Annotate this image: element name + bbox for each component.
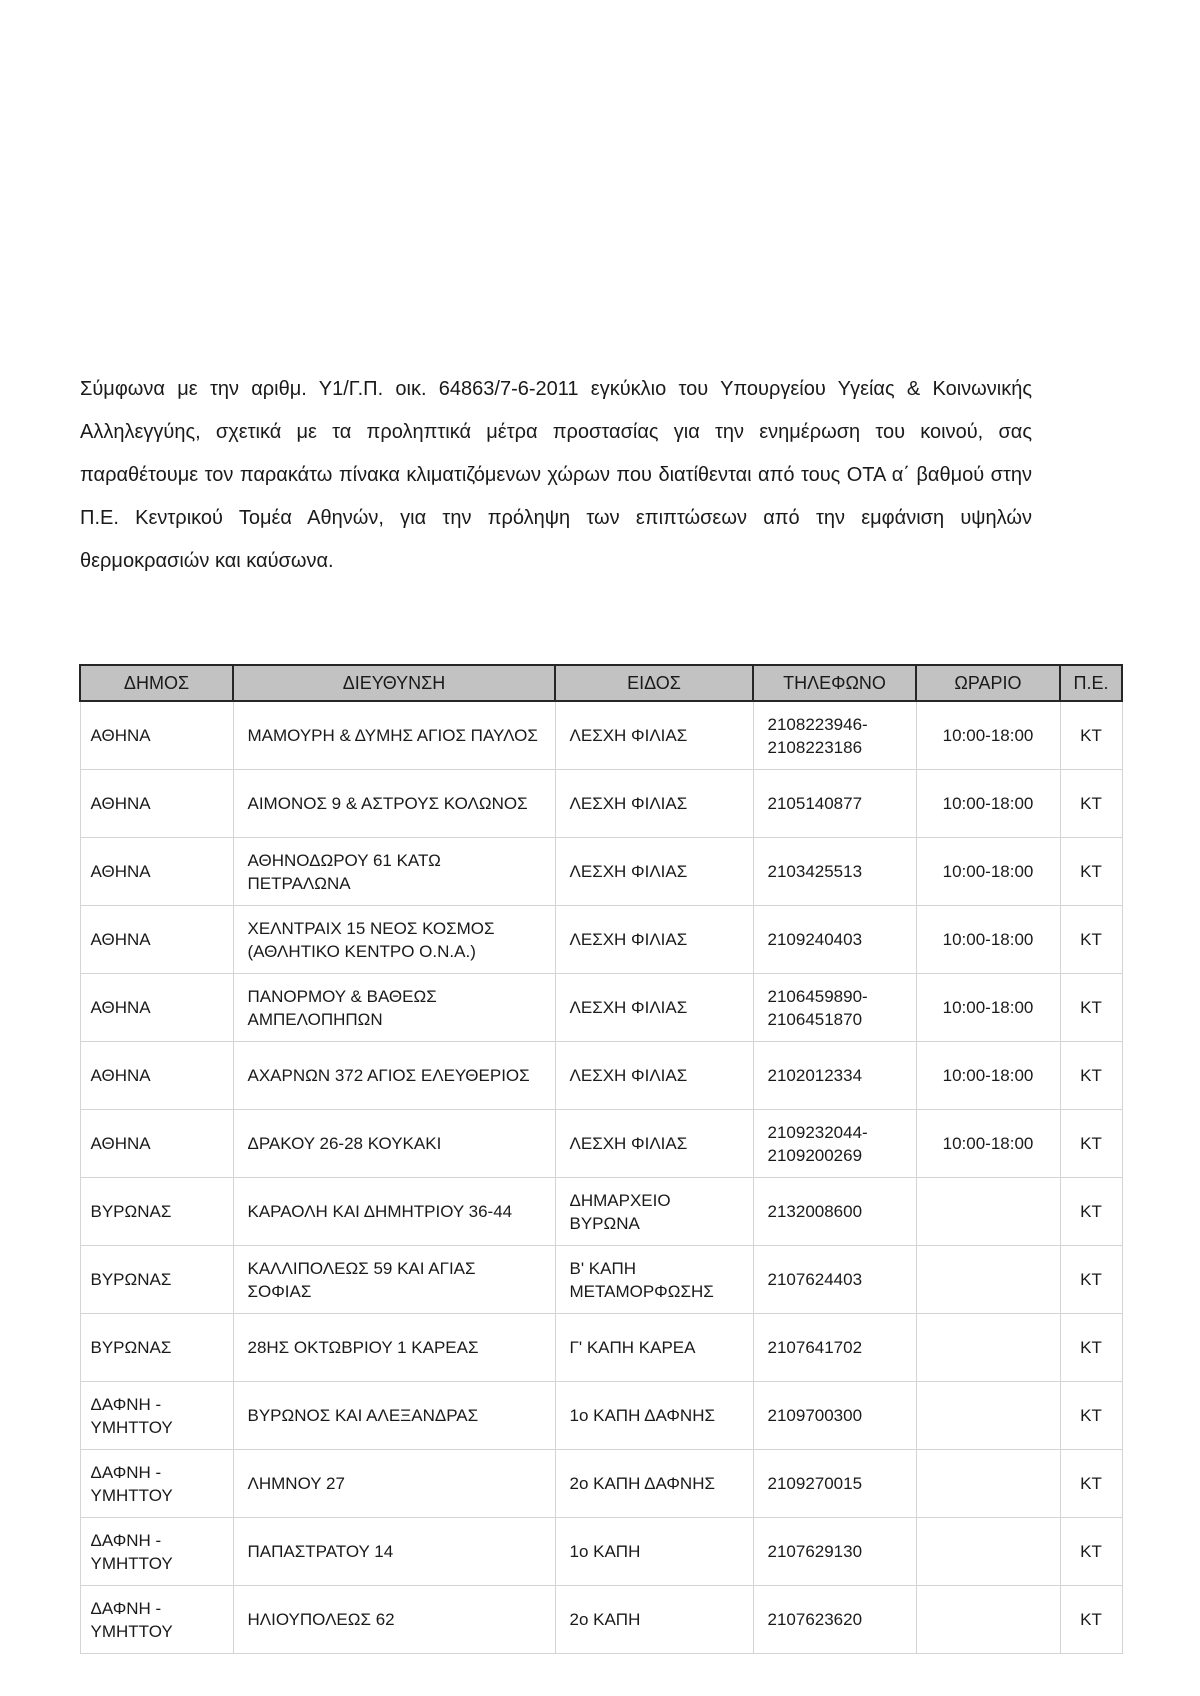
cell-hours: 10:00-18:00 (916, 1110, 1060, 1178)
table-row (80, 1246, 1122, 1314)
col-header-phone: ΤΗΛΕΦΩΝΟ (753, 665, 916, 701)
cell-phone: 2102012334 (753, 1042, 916, 1110)
cell-type: 2ο ΚΑΠΗ ΔΑΦΝΗΣ (555, 1450, 753, 1518)
table-header-row (80, 665, 1122, 701)
cell-address: ΗΛΙΟΥΠΟΛΕΩΣ 62 (233, 1586, 555, 1654)
cell-municipality: ΑΘΗΝΑ (80, 701, 233, 770)
cell-municipality: ΔΑΦΝΗ - ΥΜΗΤΤΟΥ (80, 1450, 233, 1518)
cell-type: ΛΕΣΧΗ ΦΙΛΙΑΣ (555, 838, 753, 906)
table-row (80, 838, 1122, 906)
cell-type: ΛΕΣΧΗ ΦΙΛΙΑΣ (555, 906, 753, 974)
cell-phone: 2106459890-2106451870 (753, 974, 916, 1042)
cell-phone: 2107624403 (753, 1246, 916, 1314)
cell-hours: 10:00-18:00 (916, 906, 1060, 974)
cell-phone: 2132008600 (753, 1178, 916, 1246)
col-header-municipality: ΔΗΜΟΣ (80, 665, 233, 701)
cell-address: ΑΘΗΝΟΔΩΡΟΥ 61 ΚΑΤΩ ΠΕΤΡΑΛΩΝΑ (233, 838, 555, 906)
cell-hours: 10:00-18:00 (916, 974, 1060, 1042)
cell-address: ΑΧΑΡΝΩΝ 372 ΑΓΙΟΣ ΕΛΕΥΘΕΡΙΟΣ (233, 1042, 555, 1110)
cell-type: ΛΕΣΧΗ ΦΙΛΙΑΣ (555, 974, 753, 1042)
cell-phone: 2105140877 (753, 770, 916, 838)
table-row (80, 1042, 1122, 1110)
cell-phone: 2109232044-2109200269 (753, 1110, 916, 1178)
col-header-pe: Π.Ε. (1060, 665, 1122, 701)
cell-phone: 2109700300 (753, 1382, 916, 1450)
cell-pe: ΚΤ (1060, 906, 1122, 974)
cell-hours (916, 1586, 1060, 1654)
cell-municipality: ΒΥΡΩΝΑΣ (80, 1178, 233, 1246)
cell-address: ΧΕΛΝΤΡΑΙΧ 15 ΝΕΟΣ ΚΟΣΜΟΣ (ΑΘΛΗΤΙΚΟ ΚΕΝΤΡΟ Ο.Ν.Α.) (233, 906, 555, 974)
cell-pe: ΚΤ (1060, 1178, 1122, 1246)
cell-hours: 10:00-18:00 (916, 838, 1060, 906)
cell-type: Γ' ΚΑΠΗ ΚΑΡΕΑ (555, 1314, 753, 1382)
cell-address: 28ΗΣ ΟΚΤΩΒΡΙΟΥ 1 ΚΑΡΕΑΣ (233, 1314, 555, 1382)
cell-pe: ΚΤ (1060, 1586, 1122, 1654)
cell-address: ΑΙΜΟΝΟΣ 9 & ΑΣΤΡΟΥΣ ΚΟΛΩΝΟΣ (233, 770, 555, 838)
cell-hours: 10:00-18:00 (916, 701, 1060, 770)
table-row (80, 770, 1122, 838)
cell-address: ΚΑΡΑΟΛΗ ΚΑΙ ΔΗΜΗΤΡΙΟΥ 36-44 (233, 1178, 555, 1246)
col-header-type: ΕΙΔΟΣ (555, 665, 753, 701)
cell-pe: ΚΤ (1060, 1110, 1122, 1178)
cell-municipality: ΑΘΗΝΑ (80, 838, 233, 906)
cell-hours: 10:00-18:00 (916, 770, 1060, 838)
table-row (80, 1586, 1122, 1654)
cell-pe: ΚΤ (1060, 838, 1122, 906)
cell-municipality: ΑΘΗΝΑ (80, 770, 233, 838)
cell-type: Β' ΚΑΠΗ ΜΕΤΑΜΟΡΦΩΣΗΣ (555, 1246, 753, 1314)
cell-pe: ΚΤ (1060, 770, 1122, 838)
cell-pe: ΚΤ (1060, 1382, 1122, 1450)
table-row (80, 1450, 1122, 1518)
cell-type: 1ο ΚΑΠΗ ΔΑΦΝΗΣ (555, 1382, 753, 1450)
intro-paragraph: Σύμφωνα με την αριθμ. Υ1/Γ.Π. οικ. 64863/7-6-2011 εγκύκλιο του Υπουργείου Υγείας & Κοινωνικής Αλληλεγγύης, σχετικά με τα προληπτικά μέτρα προστασίας για την ενημέρωση του κοινού, σας παραθέτουμε τον παρακάτω πίνακα κλιματιζόμενων χώρων που διατίθενται από τους ΟΤΑ α΄ βαθμού στην Π.Ε. Κεντρικού Τομέα Αθηνών, για την πρόληψη των επιπτώσεων από την εμφάνιση υψηλών θερμοκρασιών και καύσωνα. (80, 378, 1032, 572)
cell-address: ΜΑΜΟΥΡΗ & ΔΥΜΗΣ ΑΓΙΟΣ ΠΑΥΛΟΣ (233, 701, 555, 770)
cell-municipality: ΔΑΦΝΗ - ΥΜΗΤΤΟΥ (80, 1382, 233, 1450)
cell-phone: 2108223946-2108223186 (753, 701, 916, 770)
table-row (80, 1382, 1122, 1450)
cell-hours (916, 1314, 1060, 1382)
cell-municipality: ΔΑΦΝΗ - ΥΜΗΤΤΟΥ (80, 1518, 233, 1586)
cell-hours (916, 1382, 1060, 1450)
cell-type: ΛΕΣΧΗ ΦΙΛΙΑΣ (555, 701, 753, 770)
cell-pe: ΚΤ (1060, 1518, 1122, 1586)
cell-municipality: ΑΘΗΝΑ (80, 906, 233, 974)
cell-hours: 10:00-18:00 (916, 1042, 1060, 1110)
cell-pe: ΚΤ (1060, 701, 1122, 770)
table-row (80, 906, 1122, 974)
cell-hours (916, 1246, 1060, 1314)
cell-phone: 2107641702 (753, 1314, 916, 1382)
cell-municipality: ΑΘΗΝΑ (80, 1042, 233, 1110)
table-row (80, 1314, 1122, 1382)
table-row (80, 701, 1122, 770)
cell-hours (916, 1518, 1060, 1586)
cell-pe: ΚΤ (1060, 1314, 1122, 1382)
cooling-spaces-table (79, 664, 1123, 1654)
cell-hours (916, 1178, 1060, 1246)
cell-phone: 2109270015 (753, 1450, 916, 1518)
table-row (80, 974, 1122, 1042)
col-header-hours: ΩΡΑΡΙΟ (916, 665, 1060, 701)
cell-municipality: ΑΘΗΝΑ (80, 1110, 233, 1178)
cell-type: 2ο ΚΑΠΗ (555, 1586, 753, 1654)
cell-type: ΛΕΣΧΗ ΦΙΛΙΑΣ (555, 1042, 753, 1110)
table-row (80, 1178, 1122, 1246)
cell-municipality: ΑΘΗΝΑ (80, 974, 233, 1042)
cell-address: ΠΑΠΑΣΤΡΑΤΟΥ 14 (233, 1518, 555, 1586)
cell-phone: 2103425513 (753, 838, 916, 906)
table-row (80, 1518, 1122, 1586)
col-header-address: ΔΙΕΥΘΥΝΣΗ (233, 665, 555, 701)
cell-pe: ΚΤ (1060, 1450, 1122, 1518)
cell-pe: ΚΤ (1060, 1042, 1122, 1110)
cell-phone: 2107629130 (753, 1518, 916, 1586)
cell-address: ΛΗΜΝΟΥ 27 (233, 1450, 555, 1518)
table-body (80, 701, 1122, 1654)
cell-type: ΛΕΣΧΗ ΦΙΛΙΑΣ (555, 770, 753, 838)
cell-address: ΠΑΝΟΡΜΟΥ & ΒΑΘΕΩΣ ΑΜΠΕΛΟΠΗΠΩΝ (233, 974, 555, 1042)
cell-type: 1ο ΚΑΠΗ (555, 1518, 753, 1586)
cell-phone: 2107623620 (753, 1586, 916, 1654)
cell-address: ΚΑΛΛΙΠΟΛΕΩΣ 59 ΚΑΙ ΑΓΙΑΣ ΣΟΦΙΑΣ (233, 1246, 555, 1314)
cell-address: ΒΥΡΩΝΟΣ ΚΑΙ ΑΛΕΞΑΝΔΡΑΣ (233, 1382, 555, 1450)
cell-municipality: ΒΥΡΩΝΑΣ (80, 1314, 233, 1382)
cell-hours (916, 1450, 1060, 1518)
cell-phone: 2109240403 (753, 906, 916, 974)
cell-type: ΔΗΜΑΡΧΕΙΟ ΒΥΡΩΝΑ (555, 1178, 753, 1246)
cell-municipality: ΒΥΡΩΝΑΣ (80, 1246, 233, 1314)
cell-pe: ΚΤ (1060, 974, 1122, 1042)
cell-address: ΔΡΑΚΟΥ 26-28 ΚΟΥΚΑΚΙ (233, 1110, 555, 1178)
cell-pe: ΚΤ (1060, 1246, 1122, 1314)
cell-type: ΛΕΣΧΗ ΦΙΛΙΑΣ (555, 1110, 753, 1178)
cell-municipality: ΔΑΦΝΗ - ΥΜΗΤΤΟΥ (80, 1586, 233, 1654)
table-row (80, 1110, 1122, 1178)
